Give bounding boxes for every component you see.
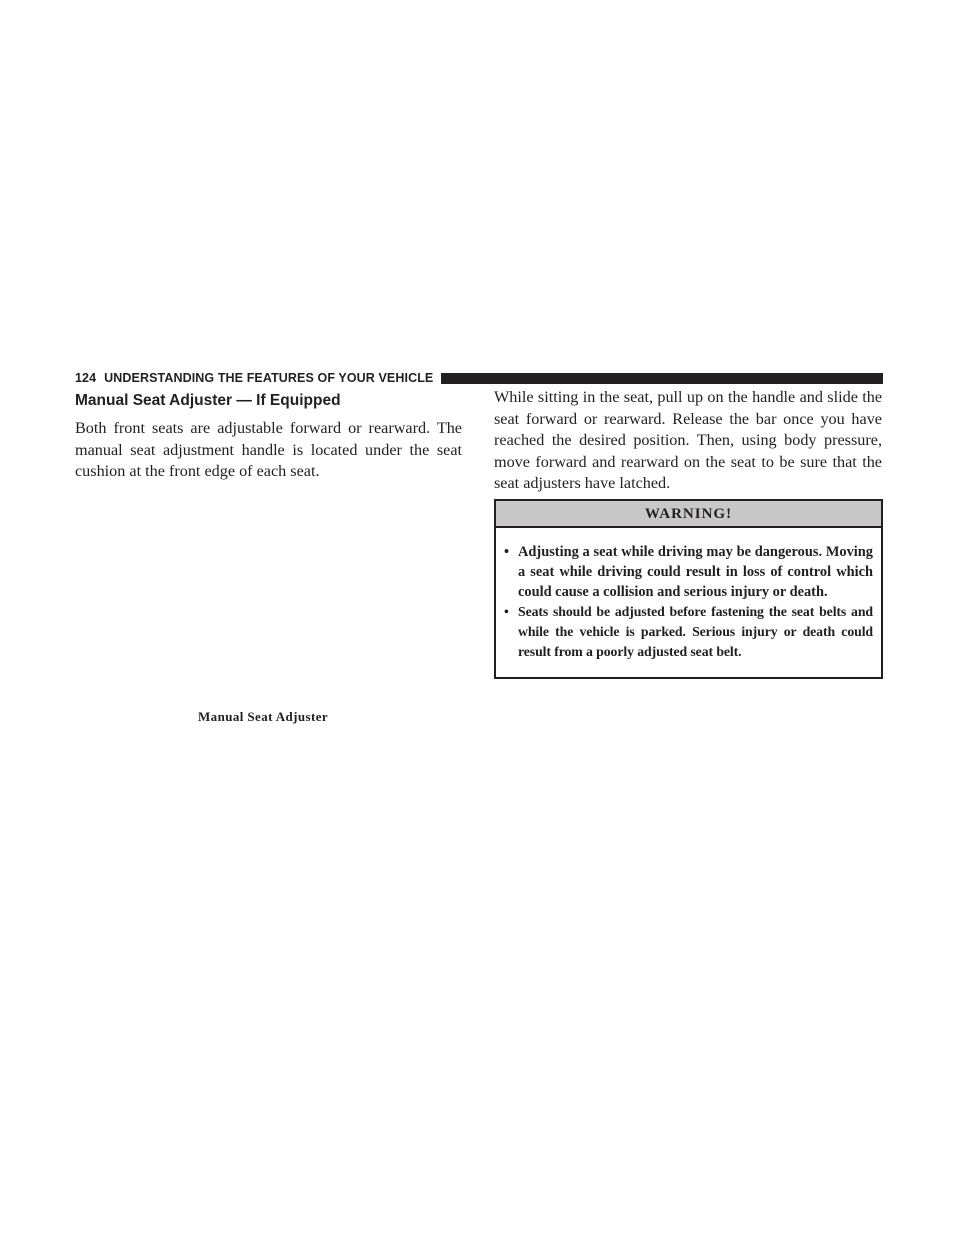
warning-box: [494, 499, 883, 679]
warning-title: WARNING!: [496, 501, 881, 528]
section-title: Manual Seat Adjuster — If Equipped: [75, 392, 341, 409]
header-rule: [441, 373, 883, 384]
bullet-icon: •: [504, 544, 510, 560]
page-header: [75, 371, 883, 385]
warning-item-text: Adjusting a seat while driving may be dangerous. Moving a seat while driving could result in loss of control which could cause a collision and serious injury or death.: [518, 544, 873, 600]
warning-item: [504, 542, 873, 602]
left-paragraph: Both front seats are adjustable forward or rearward. The manual seat adjustment handle is located under the seat cushion at the front edge of each seat.: [75, 419, 462, 481]
warning-item: [504, 602, 873, 662]
right-paragraph: While sitting in the seat, pull up on the handle and slide the seat forward or rearward. Release the bar once you have reached the desired position. Then, using body pressure, move forward and rearward on the seat to be sure that the seat adjusters have latched.: [494, 388, 882, 493]
figure-caption: Manual Seat Adjuster: [198, 709, 329, 724]
warning-list: [496, 528, 881, 662]
chapter-title: UNDERSTANDING THE FEATURES OF YOUR VEHICLE: [104, 371, 434, 385]
page-number: 124: [75, 371, 97, 385]
bullet-icon: •: [504, 604, 509, 619]
warning-item-text: Seats should be adjusted before fastening the seat belts and while the vehicle is parked. Serious injury or death could result from a poorly adjusted seat belt.: [518, 604, 873, 659]
figure-placeholder: [75, 490, 462, 695]
